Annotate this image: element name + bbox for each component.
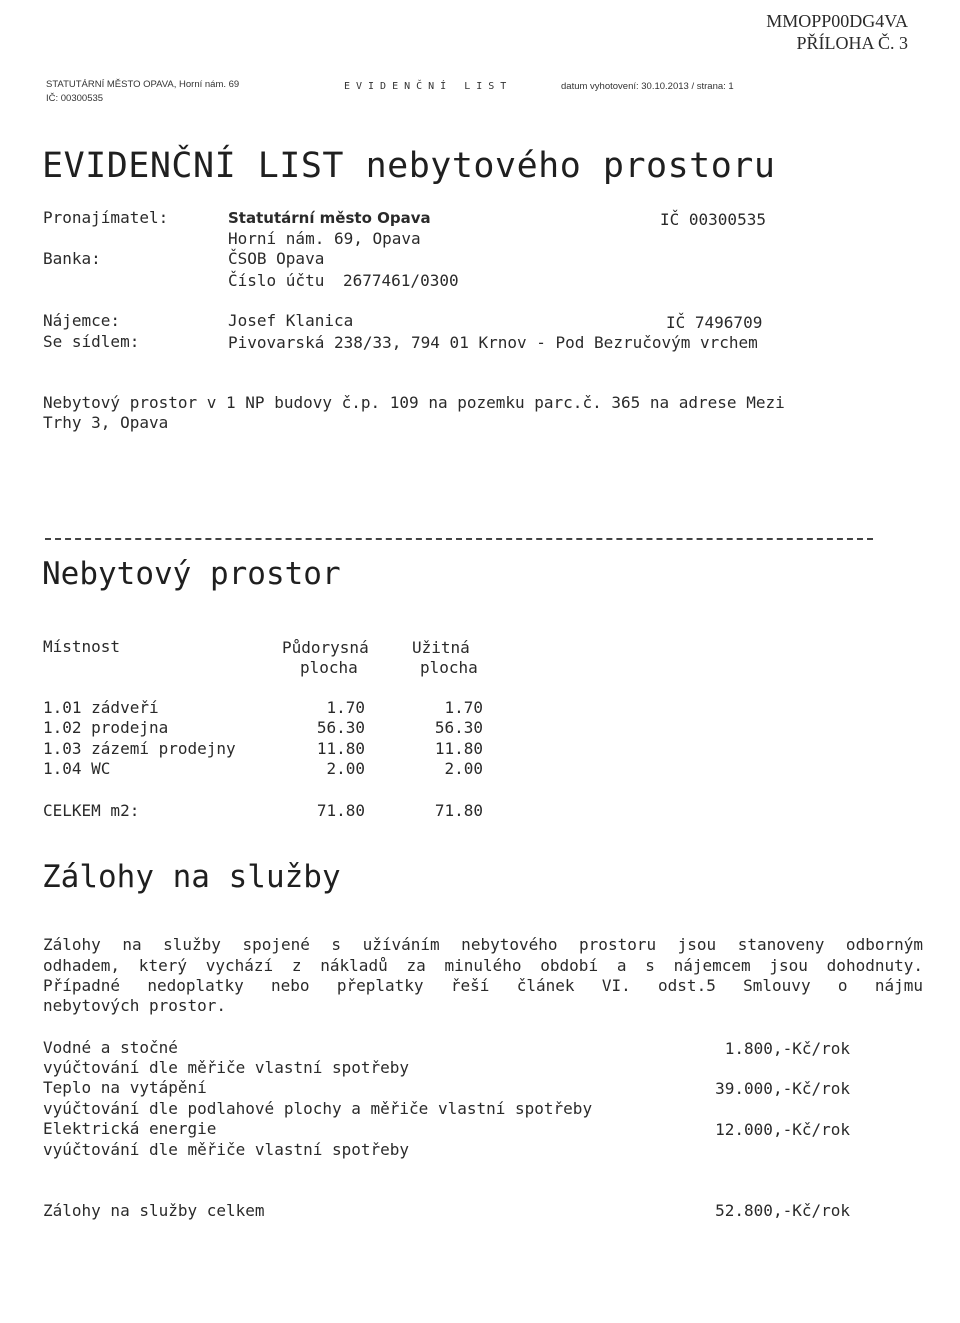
- service-item-name: Teplo na vytápění: [43, 1078, 207, 1097]
- table-row-floor: 2.00: [326, 759, 365, 778]
- services-paragraph-line: odhadem, který vychází z nákladů za minulého období a s nájemcem jsou dohodnuty.: [43, 956, 923, 975]
- reference-code: MMOPP00DG4VA: [766, 11, 908, 31]
- header-document-type: EVIDENČNÍ LIST: [344, 81, 513, 92]
- table-row-usable: 11.80: [434, 739, 483, 758]
- table-row-floor: 1.70: [326, 698, 365, 717]
- column-floor-area-2: plocha: [300, 658, 358, 677]
- table-row-room: 1.03 zázemí prodejny: [43, 739, 236, 758]
- tenant-ic: IČ 7496709: [666, 313, 763, 332]
- services-total-amount: 52.800,-Kč/rok: [715, 1201, 850, 1220]
- bank-account-label: Číslo účtu: [228, 271, 325, 290]
- lessor-label: Pronajímatel:: [43, 208, 169, 227]
- service-item-note: vyúčtování dle podlahové plochy a měřiče vlastní spotřeby: [43, 1099, 593, 1118]
- lessor-ic: IČ 00300535: [660, 210, 766, 229]
- table-row-usable: 2.00: [444, 759, 483, 778]
- header-ic: IČ: 00300535: [46, 93, 104, 104]
- table-row-floor: 56.30: [316, 718, 365, 737]
- tenant-label: Nájemce:: [43, 311, 121, 330]
- bank-name: ČSOB Opava: [228, 249, 325, 268]
- services-paragraph-line: Zálohy na služby spojené s užíváním nebytového prostoru jsou stanoveny odborným: [43, 935, 923, 954]
- area-total-label: CELKEM m2:: [43, 801, 140, 820]
- area-total-floor: 71.80: [316, 801, 365, 820]
- table-row-usable: 1.70: [444, 698, 483, 717]
- column-room: Místnost: [43, 637, 121, 656]
- services-section-title: Zálohy na služby: [42, 859, 341, 895]
- service-item-name: Vodné a stočné: [43, 1038, 178, 1057]
- table-row-usable: 56.30: [434, 718, 483, 737]
- service-item-amount: 1.800,-Kč/rok: [724, 1039, 850, 1058]
- property-description-line2: Trhy 3, Opava: [43, 413, 169, 432]
- header-date-page: datum vyhotovení: 30.10.2013 / strana: 1: [561, 81, 734, 92]
- services-total-label: Zálohy na služby celkem: [43, 1201, 265, 1220]
- property-description-line1: Nebytový prostor v 1 NP budovy č.p. 109 na pozemku parc.č. 365 na adrese Mezi: [43, 393, 785, 412]
- table-row-room: 1.02 prodejna: [43, 718, 169, 737]
- dashed-separator: [45, 538, 873, 540]
- space-section-title: Nebytový prostor: [42, 556, 341, 592]
- service-item-note: vyúčtování dle měřiče vlastní spotřeby: [43, 1140, 410, 1159]
- service-item-amount: 39.000,-Kč/rok: [715, 1079, 850, 1098]
- column-usable-area-1: Užitná: [412, 638, 470, 657]
- service-item-name: Elektrická energie: [43, 1119, 217, 1138]
- service-item-amount: 12.000,-Kč/rok: [715, 1120, 850, 1139]
- services-paragraph-line: nebytových prostor.: [43, 996, 227, 1015]
- tenant-name: Josef Klanica: [228, 311, 354, 330]
- service-item-note: vyúčtování dle měřiče vlastní spotřeby: [43, 1058, 410, 1077]
- table-row-room: 1.04 WC: [43, 759, 111, 778]
- annex-label: PŘÍLOHA Č. 3: [796, 33, 908, 53]
- column-floor-area-1: Půdorysná: [282, 638, 369, 657]
- area-total-usable: 71.80: [434, 801, 483, 820]
- tenant-seat: Pivovarská 238/33, 794 01 Krnov - Pod Bezručovým vrchem: [228, 333, 758, 352]
- reference-block: [766, 10, 908, 54]
- bank-label: Banka:: [43, 249, 101, 268]
- header-organization: STATUTÁRNÍ MĚSTO OPAVA, Horní nám. 69: [46, 79, 240, 90]
- column-usable-area-2: plocha: [420, 658, 478, 677]
- lessor-name: Statutární město Opava: [228, 209, 431, 227]
- table-row-room: 1.01 zádveří: [43, 698, 159, 717]
- services-paragraph-line: Případné nedoplatky nebo přeplatky řeší článek VI. odst.5 Smlouvy o nájmu: [43, 976, 923, 995]
- page-title: EVIDENČNÍ LIST nebytového prostoru: [42, 146, 776, 186]
- table-row-floor: 11.80: [316, 739, 365, 758]
- bank-account-number: 2677461/0300: [343, 271, 459, 290]
- tenant-seat-label: Se sídlem:: [43, 332, 140, 351]
- lessor-address: Horní nám. 69, Opava: [228, 229, 421, 248]
